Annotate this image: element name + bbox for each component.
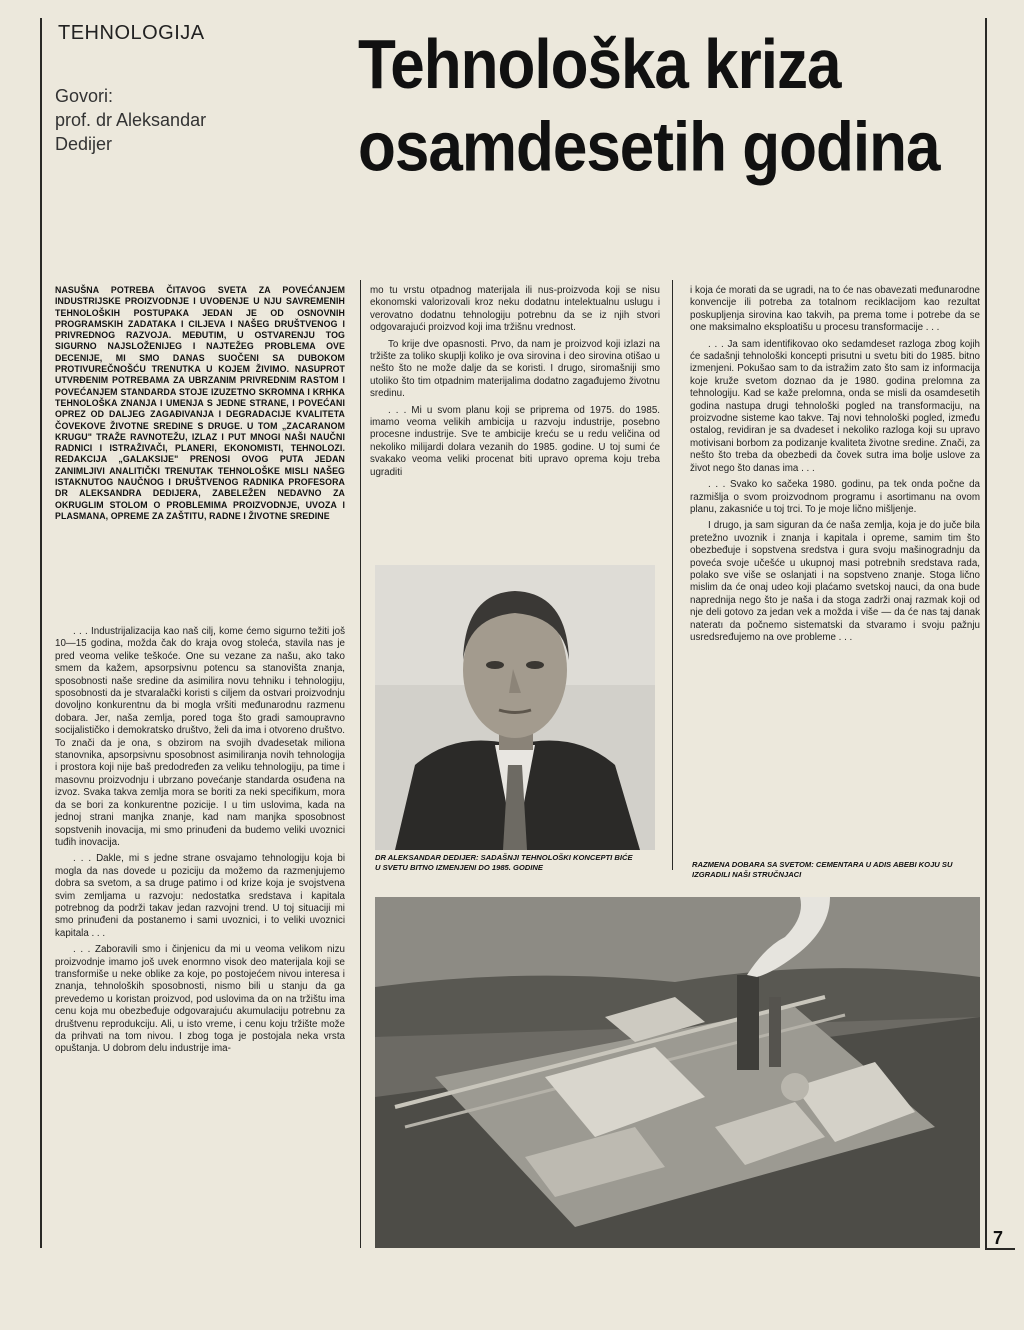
factory-caption: RAZMENA DOBARA SA SVETOM: CEMENTARA U ADIS ABEBI KOJU SU IZGRADILI NAŠI STRUČNJACI — [692, 860, 953, 879]
column-1-paragraph: . . . Dakle, mi s jedne strane osvajamo tehnologiju koja bi mogla da nas dovede u poziciju da možemo da razmenjujemo dobra sa svetom, a sa druge patimo i od krize koja je svojstvena svim zemljama u razvoju: nedostatka sredstava i kapitala potrebnog da podrži takav jedan razvojni trend. U toj situaciji mi smo prinuđeni da postanemo i sami uvoznici, i to veliki uvoznici kapitala . . . — [55, 853, 345, 939]
column-2-paragraph: . . . Mi u svom planu koji se priprema od 1975. do 1985. imamo veoma velikih ambicija u razvoju industrije, posebno procesne industrije. Sve te ambicije kreću se u redu veličina od nekoliko milijardi dolara vezanih do 1985. godine. U toj sumi će svakako veoma veliki procenat biti upravo oprema koju treba ugraditi — [370, 404, 660, 478]
portrait-caption: DR ALEKSANDAR DEDIJER: SADAŠNJI TEHNOLOŠKI KONCEPTI BIĆE U SVETU BITNO IZMENJENI DO 1985. GODINE — [375, 853, 633, 872]
title-line-1: Tehnološka kriza — [358, 26, 841, 104]
column-3 — [690, 285, 980, 825]
byline-author-2: Dedijer — [55, 134, 113, 154]
portrait-photo — [375, 565, 655, 850]
byline — [55, 84, 255, 156]
column-rule-1 — [360, 280, 361, 1248]
column-rule-2 — [672, 280, 673, 870]
column-2-paragraph: mo tu vrstu otpadnog materijala ili nus-proizvoda koji se nisu ekonomski valorizovali kroz neku dodatnu intelektualnu uslugu i verovatno dodatnu tehnologiju potrebnu da se iz njih stvori odgovarajući proizvod koji ima tržišnu vrednost. — [370, 285, 660, 334]
column-1 — [55, 626, 345, 1246]
byline-label: Govori: — [55, 86, 114, 106]
column-2-paragraph: To krije dve opasnosti. Prvo, da nam je proizvod koji izlazi na tržište za toliko skuplji koliko je ova sirovina i deo sirovina otišao u nešto što ne može dalje da se koristi. I drugo, siromašniji smo utoliko što tim otpadnim materijalima dodatno zagađujemo životnu sredinu. — [370, 338, 660, 400]
portrait-illustration — [375, 565, 655, 850]
byline-author-1: prof. dr Aleksandar — [55, 110, 207, 130]
column-3-paragraph: i koja će morati da se ugradi, na to će nas obavezati međunarodne konvencije ili potreba za totalnom reciklacijom kao rezultat poskupljenja sirovina kao takvih, pa prema tome i potrebe da se one maksimalno eksploatišu u procesu transformacije . . . — [690, 285, 980, 334]
title-line-2: osamdesetih godina — [358, 109, 940, 187]
article-title — [358, 24, 988, 190]
column-1-paragraph: . . . Zaboravili smo i činjenicu da mi u veoma velikom nizu proizvodnje imamo još uvek enormno visok deo materijala koji se transformiše u neke oblike za koje, po postojećem nivou interesa i znanja, tehnoloških sposobnosti, nismo bili u stanju da ga prevedemo u koristan proizvod, pod uslovima da on na tržištu ima cenu koja mu obezbeđuje odgovarajuću akumulaciju potrebnu za društvenu reprodukciju. Ali, u isto vreme, i cenu koju tržište može da prihvati na tom nivou. I zbog toga je postojala neka vrsta opuštanja. U dobrom delu industrije ima- — [55, 944, 345, 1055]
column-3-paragraph: I drugo, ja sam siguran da će naša zemlja, koja je do juče bila pretežno uvoznik i znanja i kapitala i opreme, samim tim što obezbeđuje i sopstvena sredstva i gura svoju mašinogradnju da poveća svoje učešće u ukupnoj masi potrebnih sredstava rada, polako sve više se oslanjati i na sopstveno znanje. Stoga lično mislim da će onaj udeo koji plaćamo svetskoj nauci, da ona bude naprednija nego što je naša i da stoga zadrži onaj razmak koji od nje deli gotovo za jedan vek a možda i više — da će nas taj danak nateratı da počnemo sistematski da stvaramo i svoju pažnju usredsređujemo na ove probleme . . . — [690, 520, 980, 643]
section-label: TEHNOLOGIJA — [58, 22, 205, 44]
page-number: 7 — [993, 1228, 1004, 1248]
column-3-paragraph: . . . Ja sam identifikovao oko sedamdeset razloga zbog kojih će sadašnji tehnološki koncepti prisutni u svetu biti do 1985. bitno izmenjeni. Pokušao sam to da istražim zato što sam iz informacija koje kruže svetom doznao da je 1980. godina prelomna za tehnologiju. Kad se kaže prelomna, onda se misli da osamdesetih godina nastupa drugi tehnološki pogled na transformaciju, na proizvodne sisteme kao takve. Taj novi tehnološki pogled, između ostalog, revidiran je sa dvadeset i nekoliko razloga koji su upravo motivisani borbom za podizanje kvaliteta životne sredine. Znači, za nešto što treba da obezbedi da čovek sutra ima bolje uslove za život nego što danas ima . . . — [690, 338, 980, 474]
article-lead: NASUŠNA POTREBA ČITAVOG SVETA ZA POVEĆANJEM INDUSTRIJSKE PROIZVODNJE I UVOĐENJE U NJU SAVREMENIH TEHNOLOŠKIH POSTUPAKA JEDAN JE OD OSNOVNIH PROGRAMSKIH ZADATAKA I CILJEVA I NAŠEG DRUŠTVENOG I PRIVREDNOG RAZVOJA. MEĐUTIM, U OSTVARENJU TOG SIGURNO NAJSLOŽENIJEG I NAJTEŽEG PROBLEMA OVE DECENIJE, MI SMO DANAS SUOČENI SA DUBOKOM PROTIVUREČNOŠĆU TRENUTKA U KOJEM ŽIVIMO. NASUPROT UTVRĐENIM POTREBAMA ZA UBRZANIM PRIVREDNIM RASTOM I POVEĆANJEM STANDARDA STOJE IZUZETNO SKROMNA I KRHKA TEHNOLOŠKA ZNANJA I UMENJA S JEDNE STRANE, I POVEĆANI OPREZ OD DALJEG ZAGAĐIVANJA I DEGRADACIJE KVALITETA ČOVEKOVE ŽIVOTNE SREDINE S DRUGE. U TOM „ZACARANOM KRUGU" TRAŽE RAVNOTEŽU, IZLAZ I PUT MNOGI NAŠI NAUČNI RADNICI I ISTRAŽIVAČI, PLANERI, EKONOMISTI, TEHNOLOZI. REDAKCIJA „GALAKSIJE" PRENOSI OVOG PUTA JEDAN ZANIMLJIVI ANALITIČKI TRENUTAK TEHNOLOŠKE MISLI NAŠEG ISTAKNUTOG NAUČNOG I DRUŠTVENOG RADNIKA PROFESORA DR ALEKSANDRA DEDIJERA, ZABELEŽEN NEDAVNO ZA OKRUGLIM STOLOM O PROBLEMIMA PROIZVODNJE, UVOZA I PLASMANA, OPREME ZA ZAŠTITU, RADNE I ŽIVOTNE SREDINE — [55, 285, 345, 521]
factory-illustration — [375, 897, 980, 1248]
column-3-paragraph: . . . Svako ko sačeka 1980. godinu, pa tek onda počne da razmišlja o svom proizvodnom programu i asortimanu na ovom planu, zakasniće u toj trci. To je moje lično mišljenje. — [690, 479, 980, 515]
right-rule — [985, 18, 987, 1248]
left-rule — [40, 18, 42, 1248]
column-2 — [370, 285, 660, 560]
column-1-paragraph: . . . Industrijalizacija kao naš cilj, kome ćemo sigurno težiti još 10—15 godina, možda čak do kraja ovog stoleća, stavila nas je pred veoma velike teškoće. One su vezane za našu, ako tako smem da kažem, apsorpsivnu potencu sa stanovišta znanja, sposobnosti naše sredine da asimilira novu tehniku i tehnologiju, sposobnosti da je stvaralački koristi s ciljem da ostvari proizvodnju dovoljno konkurentnu da bi mogla vršiti međunarodnu razmenu dobara. Jer, naša zemlja, pored toga što gradi samoupravno socijalističko i demokratsko društvo, želi da ima i otvoreno društvo. To znači da je ona, s obzirom na svojih dvadesetak miliona stanovnika, apsorpsivnu sposobnost asimiliranja novih tehnologija i prostora koji nije baš predodređen za veliku tehnologiju, pa time i masovnu proizvodnju i ubrzano povećanje standarda osuđena na izvoz. Svaka takva zemlja mora se boriti za neki specifikum, mora da se bori za konkurentne pozicije. I u tim uslovima, kada na jednoj strani manjka znanje, kad nam manjka sposobnost sopstvenih inovacija, mi smo prinuđeni da budemo veliki uvoznici tuđih inovacija. — [55, 626, 345, 848]
factory-photo — [375, 897, 980, 1248]
